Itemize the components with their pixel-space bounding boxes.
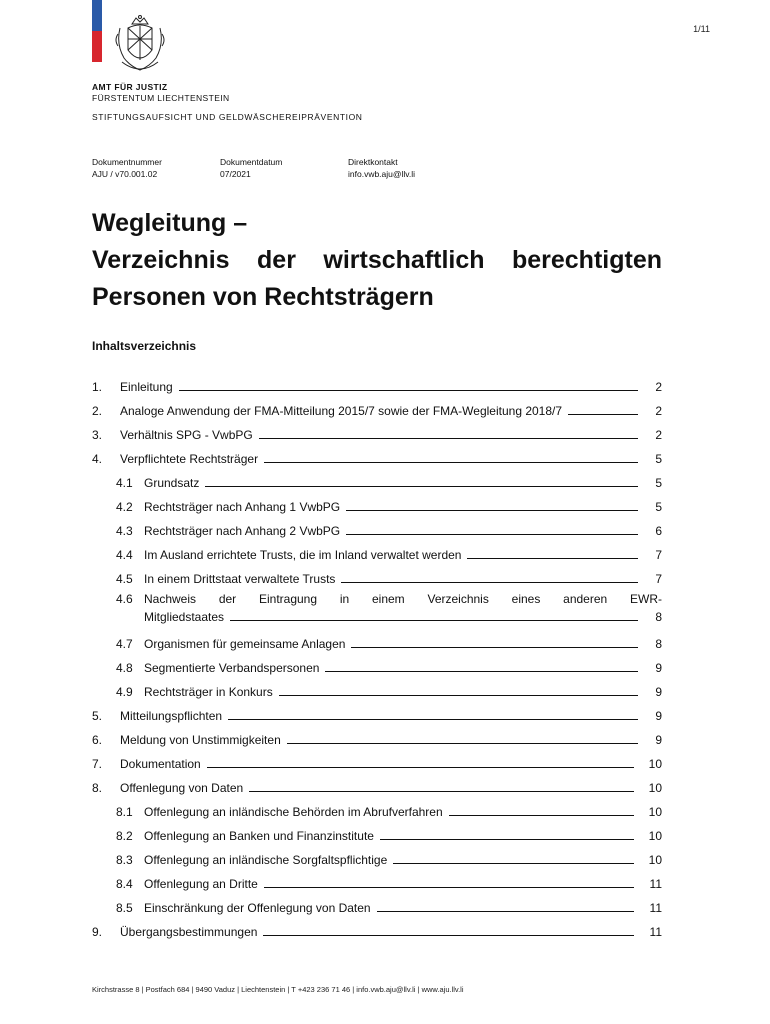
doc-number-value: AJU / v70.001.02 xyxy=(92,169,158,179)
toc-leader-line xyxy=(230,620,638,621)
toc-leader-line xyxy=(205,486,638,487)
toc-entry-number: 4.6 xyxy=(116,592,133,606)
doc-number-label: Dokumentnummer xyxy=(92,157,162,167)
toc-entry-label: Offenlegung von Daten xyxy=(120,781,244,795)
toc-entry[interactable] xyxy=(92,819,662,843)
toc-entry-label: Verpflichtete Rechtsträger xyxy=(120,452,259,466)
toc-entry-number: 4.2 xyxy=(116,500,133,514)
org-line-2: FÜRSTENTUM LIECHTENSTEIN xyxy=(92,93,230,103)
toc-leader-line xyxy=(264,887,634,888)
toc-leader-line xyxy=(380,839,634,840)
title-line-1: Wegleitung – xyxy=(92,209,248,237)
toc-entry-label: Einschränkung der Offenlegung von Daten xyxy=(144,901,371,915)
toc-entry-page: 8 xyxy=(655,637,662,651)
toc-entry-number: 8.3 xyxy=(116,853,133,867)
toc-entry-page: 10 xyxy=(648,781,662,795)
toc-entry-label: Mitteilungspflichten xyxy=(120,709,223,723)
toc-entry[interactable] xyxy=(92,394,662,418)
flag-stripe xyxy=(92,0,102,62)
toc-entry-page: 10 xyxy=(648,853,662,867)
doc-date-label: Dokumentdatum xyxy=(220,157,283,167)
toc-entry-number: 4.8 xyxy=(116,661,133,675)
toc-heading: Inhaltsverzeichnis xyxy=(92,339,197,353)
toc-entry-number: 4.4 xyxy=(116,548,133,562)
toc-leader-line xyxy=(263,935,634,936)
toc-entry[interactable] xyxy=(92,699,662,723)
toc-entry-number: 4.3 xyxy=(116,524,133,538)
toc-leader-line xyxy=(393,863,634,864)
toc-entry-label: Einleitung xyxy=(120,380,173,394)
toc-entry[interactable] xyxy=(92,651,662,675)
toc-entry-number: 8.2 xyxy=(116,829,133,843)
document-title xyxy=(92,205,662,316)
toc-entry[interactable] xyxy=(92,627,662,651)
toc-entry[interactable] xyxy=(92,891,662,915)
toc-entry-page: 11 xyxy=(649,925,662,939)
toc-entry-page: 9 xyxy=(655,733,662,747)
toc-entry-label: Übergangsbestimmungen xyxy=(120,925,258,939)
toc-entry-number: 4.7 xyxy=(116,637,133,651)
toc-entry[interactable] xyxy=(92,771,662,795)
toc-entry-page: 9 xyxy=(655,709,662,723)
toc-entry-page: 2 xyxy=(655,380,662,394)
toc-leader-line xyxy=(449,815,634,816)
toc-entry-label: Offenlegung an inländische Behörden im Abrufverfahren xyxy=(144,805,443,819)
toc-entry[interactable] xyxy=(92,586,662,627)
toc-entry-label: Segmentierte Verbandspersonen xyxy=(144,661,320,675)
toc-entry-number: 4.9 xyxy=(116,685,133,699)
toc-entry[interactable] xyxy=(92,514,662,538)
toc-entry-number: 8. xyxy=(92,781,103,795)
page-indicator: 1/11 xyxy=(693,24,710,34)
toc-leader-line xyxy=(377,911,634,912)
toc-entry-number: 3. xyxy=(92,428,103,442)
toc-entry-number: 2. xyxy=(92,404,103,418)
toc-leader-line xyxy=(259,438,638,439)
toc-entry-label: Im Ausland errichtete Trusts, die im Inland verwaltet werden xyxy=(144,548,462,562)
toc-entry-page: 9 xyxy=(655,661,662,675)
title-line-3: Personen von Rechtsträgern xyxy=(92,283,434,311)
toc-entry-page: 7 xyxy=(655,572,662,586)
toc-entry[interactable] xyxy=(92,418,662,442)
toc-entry-page: 11 xyxy=(649,901,662,915)
toc-entry-page: 11 xyxy=(649,877,662,891)
toc-leader-line xyxy=(228,719,638,720)
toc-entry-page: 7 xyxy=(655,548,662,562)
toc-entry-label: Rechtsträger nach Anhang 2 VwbPG xyxy=(144,524,341,538)
toc-leader-line xyxy=(287,743,638,744)
toc-leader-line xyxy=(346,510,638,511)
toc-entry-page: 5 xyxy=(655,452,662,466)
toc-entry-label: Verhältnis SPG - VwbPG xyxy=(120,428,253,442)
toc-entry-page: 8 xyxy=(655,610,662,624)
toc-entry-number: 4. xyxy=(92,452,103,466)
toc-leader-line xyxy=(325,671,638,672)
toc-leader-line xyxy=(279,695,638,696)
toc-entry[interactable] xyxy=(92,915,662,939)
toc-entry-label: Dokumentation xyxy=(120,757,201,771)
toc-entry[interactable] xyxy=(92,867,662,891)
toc-entry[interactable] xyxy=(92,370,662,394)
toc-entry[interactable] xyxy=(92,538,662,562)
toc-entry[interactable] xyxy=(92,723,662,747)
toc-entry[interactable] xyxy=(92,442,662,466)
toc-entry-page: 2 xyxy=(655,404,662,418)
toc-entry-number: 8.5 xyxy=(116,901,133,915)
toc-entry-label: Offenlegung an inländische Sorgfaltspflichtige xyxy=(144,853,388,867)
toc-entry-number: 9. xyxy=(92,925,103,939)
department-name: STIFTUNGSAUFSICHT UND GELDWÄSCHEREIPRÄVENTION xyxy=(92,112,363,122)
toc-entry[interactable] xyxy=(92,675,662,699)
toc-entry-label: Offenlegung an Banken und Finanzinstitute xyxy=(144,829,374,843)
toc-entry-number: 4.1 xyxy=(116,476,133,490)
toc-leader-line xyxy=(207,767,634,768)
toc-entry-label: Grundsatz xyxy=(144,476,200,490)
toc-entry-number: 7. xyxy=(92,757,103,771)
toc-entry-number: 8.1 xyxy=(116,805,133,819)
toc-entry[interactable] xyxy=(92,795,662,819)
toc-entry-label: Organismen für gemeinsame Anlagen xyxy=(144,637,346,651)
toc-leader-line xyxy=(341,582,638,583)
toc-entry-number: 8.4 xyxy=(116,877,133,891)
toc-entry[interactable] xyxy=(92,843,662,867)
table-of-contents xyxy=(92,370,662,939)
toc-entry-number: 5. xyxy=(92,709,103,723)
toc-entry-page: 10 xyxy=(648,757,662,771)
flag-red xyxy=(92,31,102,62)
toc-entry-number: 6. xyxy=(92,733,103,747)
toc-leader-line xyxy=(346,534,638,535)
toc-entry-page: 9 xyxy=(655,685,662,699)
toc-entry-page: 2 xyxy=(655,428,662,442)
flag-blue xyxy=(92,0,102,31)
toc-leader-line xyxy=(351,647,638,648)
contact-value: info.vwb.aju@llv.li xyxy=(348,169,416,179)
toc-entry-page: 5 xyxy=(655,500,662,514)
toc-entry-page: 6 xyxy=(655,524,662,538)
toc-entry-label: In einem Drittstaat verwaltete Trusts xyxy=(144,572,336,586)
title-line-2: Verzeichnis der wirtschaftlich berechtigten xyxy=(92,246,662,274)
org-line-1: AMT FÜR JUSTIZ xyxy=(92,82,168,92)
toc-entry-number: 4.5 xyxy=(116,572,133,586)
toc-leader-line xyxy=(264,462,638,463)
toc-entry-number: 1. xyxy=(92,380,103,394)
toc-leader-line xyxy=(467,558,638,559)
toc-leader-line xyxy=(249,791,634,792)
contact-label: Direktkontakt xyxy=(348,157,398,167)
toc-entry-label: Nachweis der Eintragung in einem Verzeichnis eines anderen EWR- xyxy=(144,592,662,606)
toc-entry-page: 10 xyxy=(648,805,662,819)
toc-entry-label: Offenlegung an Dritte xyxy=(144,877,258,891)
toc-leader-line xyxy=(179,390,638,391)
document-metadata xyxy=(92,156,498,180)
toc-entry-label: Analoge Anwendung der FMA-Mitteilung 2015/7 sowie der FMA-Wegleitung 2018/7 xyxy=(120,404,563,418)
coat-of-arms-icon xyxy=(112,14,168,74)
toc-entry-label: Rechtsträger in Konkurs xyxy=(144,685,273,699)
toc-entry-label: Rechtsträger nach Anhang 1 VwbPG xyxy=(144,500,341,514)
toc-entry-label: Meldung von Unstimmigkeiten xyxy=(120,733,281,747)
toc-entry[interactable] xyxy=(92,490,662,514)
footer-contact: Kirchstrasse 8 | Postfach 684 | 9490 Vaduz | Liechtenstein | T +423 236 71 46 | info.vwb.aju@llv.li | www.aju.llv.li xyxy=(92,985,464,994)
toc-entry-page: 5 xyxy=(655,476,662,490)
toc-entry[interactable] xyxy=(92,466,662,490)
organization-name xyxy=(92,82,230,104)
doc-date-value: 07/2021 xyxy=(220,169,251,179)
toc-entry[interactable] xyxy=(92,562,662,586)
toc-entry-label-cont: Mitgliedstaates xyxy=(144,610,225,624)
toc-entry[interactable] xyxy=(92,747,662,771)
toc-leader-line xyxy=(568,414,638,415)
toc-entry-page: 10 xyxy=(648,829,662,843)
